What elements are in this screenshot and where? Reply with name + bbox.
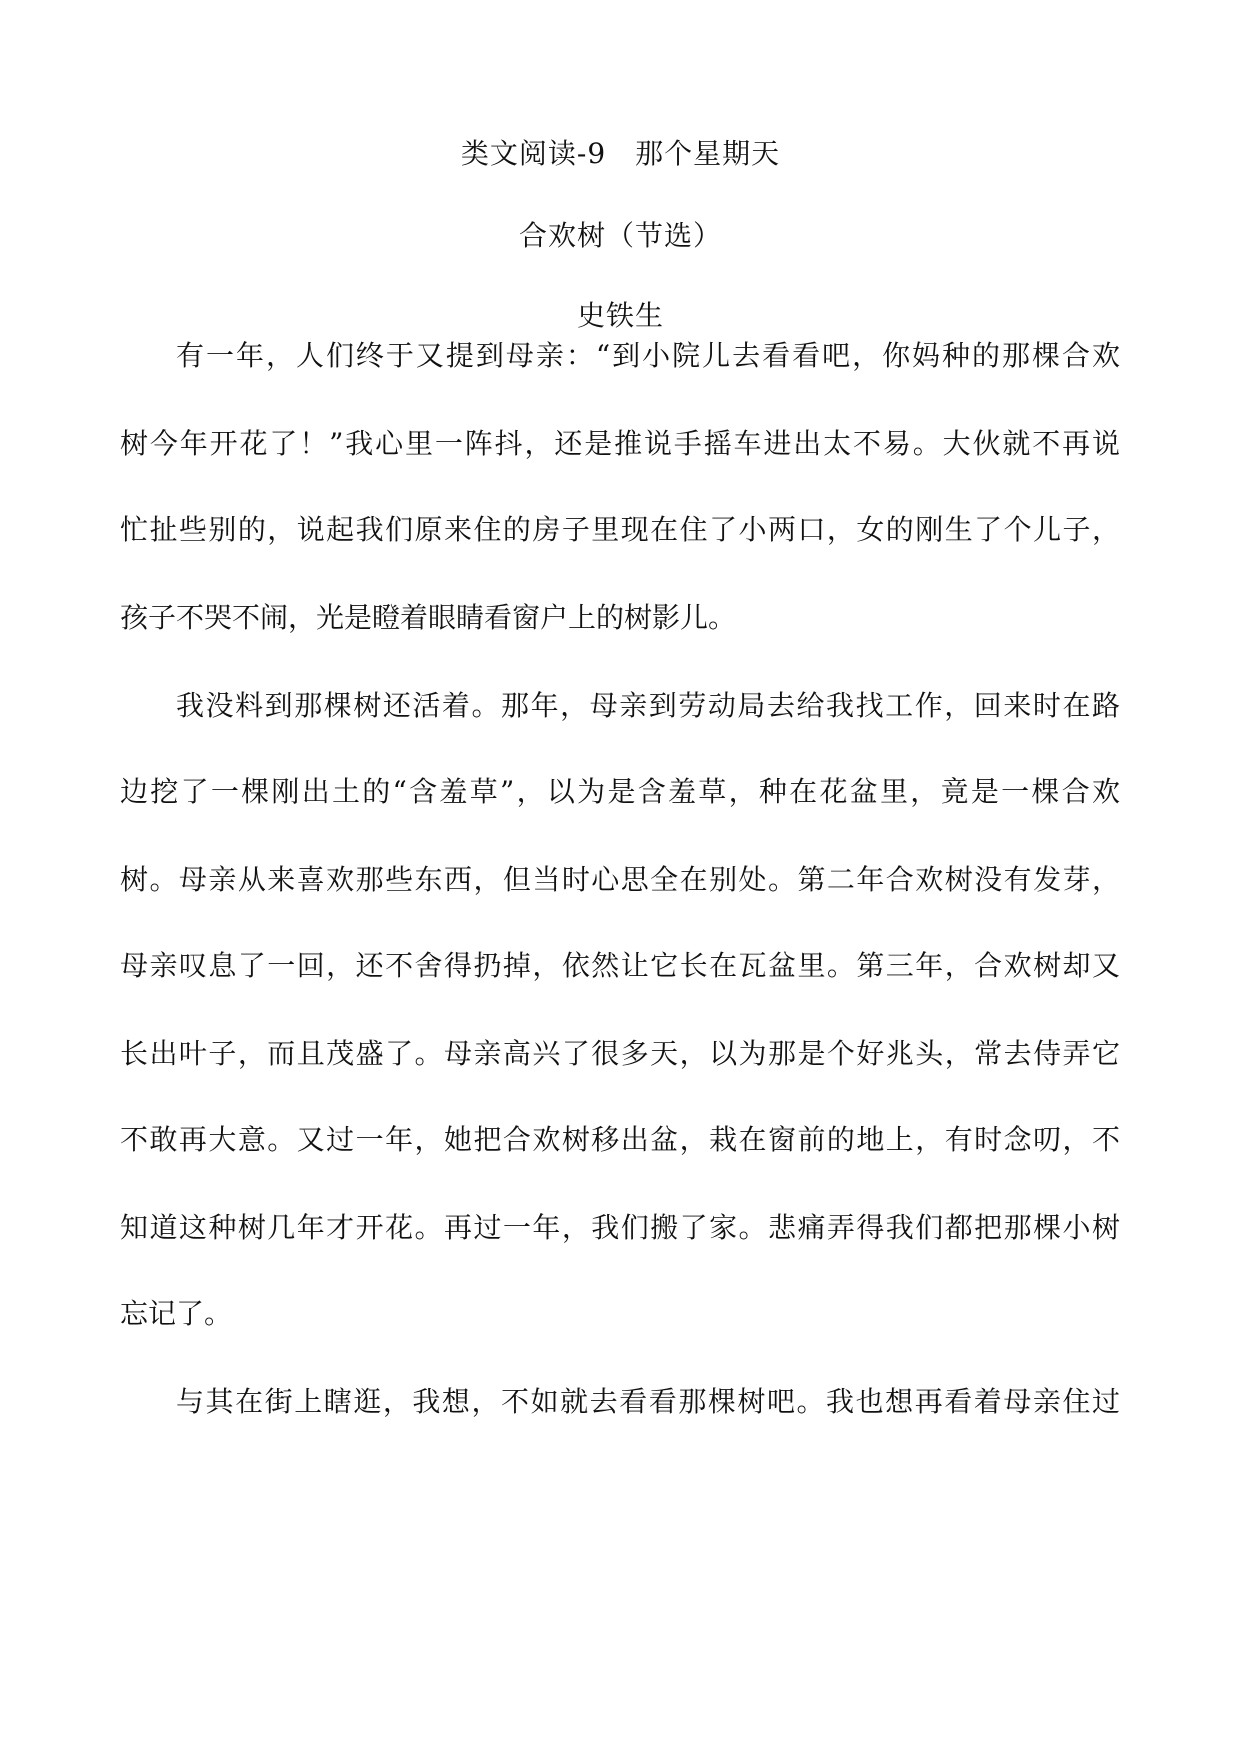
text-line: 忘记了。: [120, 1297, 233, 1330]
text-line: 边挖了一棵刚出土的“含羞草”，以为是含羞草，种在花盆里，竟是一棵合欢: [120, 775, 1120, 808]
text-line: 孩子不哭不闹，光是瞪着眼睛看窗户上的树影儿。: [120, 601, 737, 634]
text-line: 母亲叹息了一回，还不舍得扔掉，依然让它长在瓦盆里。第三年，合欢树却又: [120, 949, 1120, 982]
text-line: 长出叶子，而且茂盛了。母亲高兴了很多天，以为那是个好兆头，常去侍弄它: [120, 1037, 1120, 1070]
text-line: 我没料到那棵树还活着。那年，母亲到劳动局去给我找工作，回来时在路: [176, 689, 1120, 722]
text-line: 树。母亲从来喜欢那些东西，但当时心思全在别处。第二年合欢树没有发芽，: [120, 863, 1120, 896]
text-line: 有一年，人们终于又提到母亲：“到小院儿去看看吧，你妈种的那棵合欢: [176, 339, 1120, 372]
series-title: 类文阅读-9 那个星期天: [460, 137, 781, 170]
text-line: 与其在街上瞎逛，我想，不如就去看看那棵树吧。我也想再看着母亲住过: [176, 1385, 1120, 1418]
author-name: 史铁生: [576, 299, 664, 332]
text-line: 树今年开花了！”我心里一阵抖，还是推说手摇车进出太不易。大伙就不再说: [120, 427, 1120, 460]
article-title: 合欢树（节选）: [518, 219, 722, 252]
text-line: 知道这种树几年才开花。再过一年，我们搬了家。悲痛弄得我们都把那棵小树: [120, 1211, 1120, 1244]
text-line: 忙扯些别的，说起我们原来住的房子里现在住了小两口，女的刚生了个儿子，: [120, 513, 1120, 546]
text-line: 不敢再大意。又过一年，她把合欢树移出盆，栽在窗前的地上，有时念叨，不: [120, 1123, 1120, 1156]
